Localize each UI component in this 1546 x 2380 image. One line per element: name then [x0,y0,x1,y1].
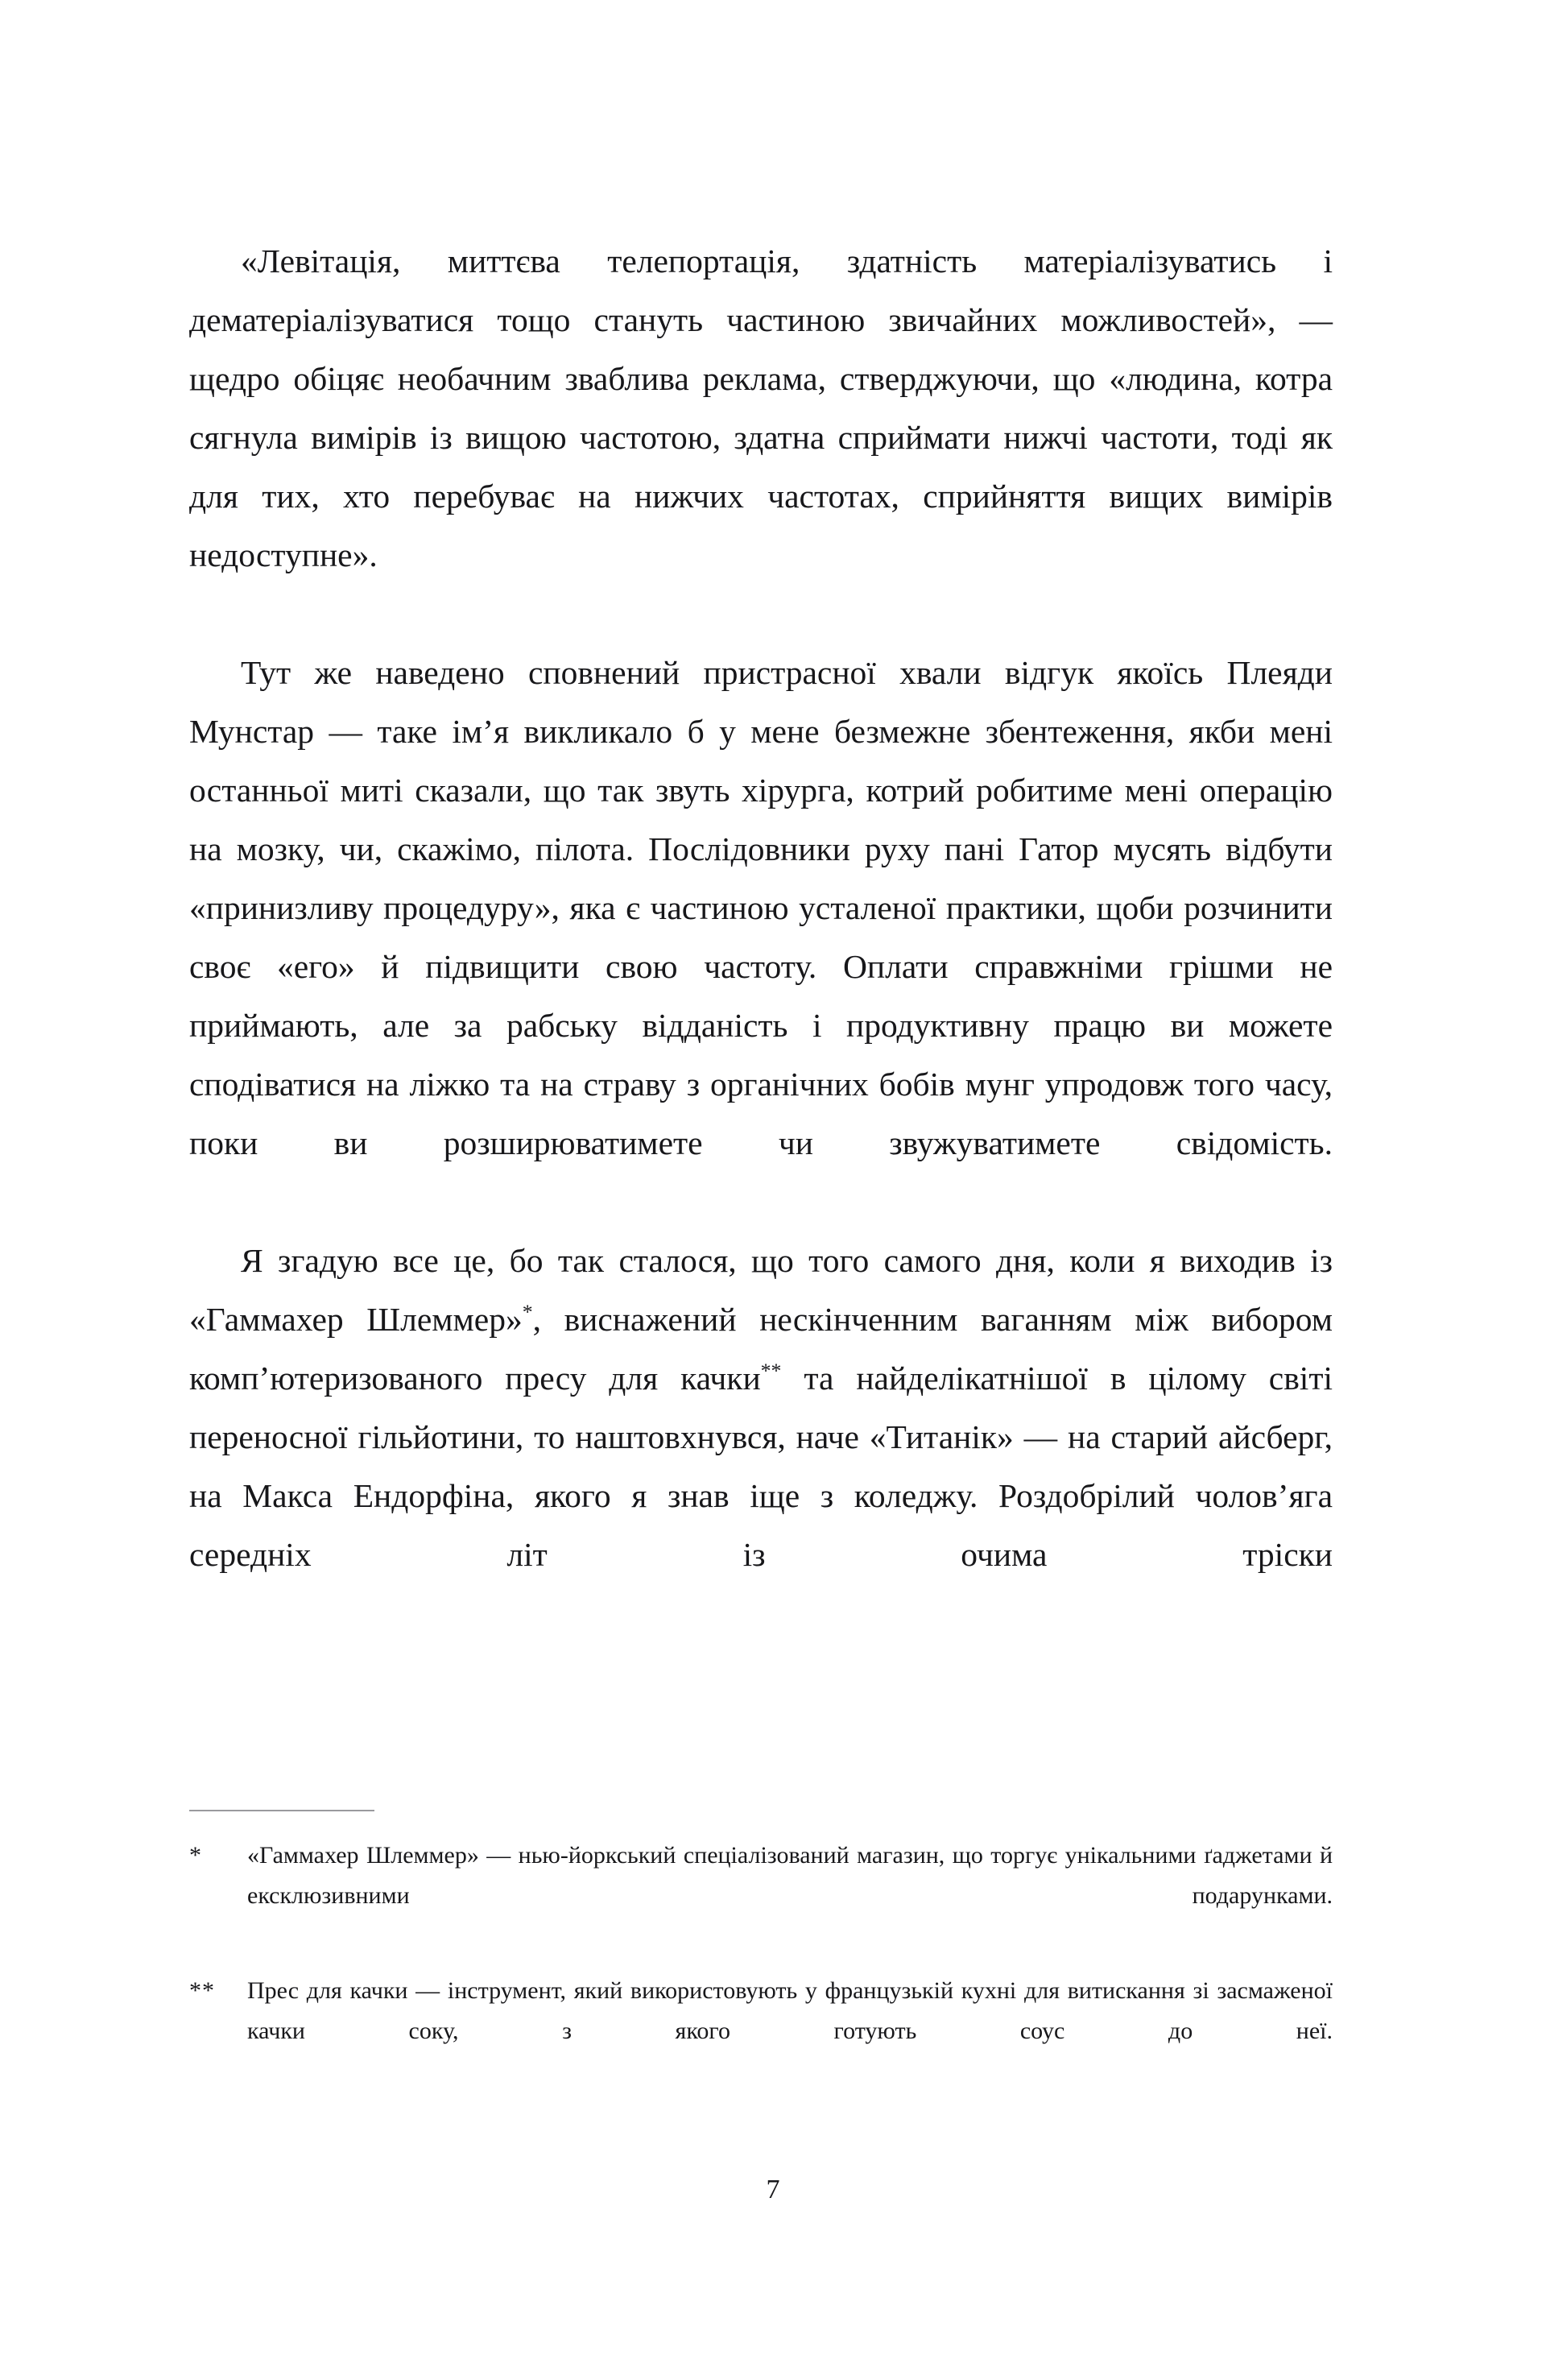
footnote-reference-1[interactable]: * [522,1300,533,1324]
footnote-item [189,1836,1333,1956]
paragraph-1: «Левітація, миттєва телепортація, здатність матеріалізуватись і дематеріалізуватися тощо стануть частиною звичайних можливостей», — щедро обіцяє необачним зваблива реклама, стверджуючи, що «людина, котра сягнула вимірів із вищою частотою, здатна сприймати нижчі частоти, тоді як для тих, хто перебуває на нижчих частотах, сприйняття вищих вимірів недоступне». [189,242,1333,573]
page-body [189,232,1333,1643]
footnote-section [189,1810,1333,2106]
footnote-marker: * [189,1842,202,1869]
paragraph-2: Тут же наведено сповнений пристрасної хвали відгук якоїсь Плеяди Мунстар — таке ім’я викликало б у мене безмежне збентеження, якби мені останньої миті сказали, що так звуть хірурга, котрий робитиме мені операцію на мозку, чи, скажімо, пілота. Послідовники руху пані Гатор мусять відбути «принизливу процедуру», яка є частиною усталеної практики, щоби розчинити своє «его» й підвищити свою частоту. Оплати справжніми грішми не приймають, але за рабську відданість і продуктивну працю ви можете сподіватися на ліжко та на страву з органічних бобів мунг упродовж того часу, поки ви розширюватимете чи звужуватимете свідомість. [189,654,1333,1161]
footnote-separator-rule [189,1810,374,1811]
page-number: 7 [766,2175,780,2204]
footnote-item [189,1971,1333,2092]
paragraph-3 [189,1231,1333,1643]
footnote-reference-2[interactable]: ** [760,1359,782,1383]
paragraph-3-segment-1: Я згадую все це, бо так сталося, що того самого дня, коли я виходив із «Гаммахер Шлеммер» [189,1242,1333,1338]
footnote-marker: ** [189,1977,215,2004]
paragraph-3-segment-3: та найделікатнішої в цілому світі переносної гільйотини, то наштовхнувся, наче «Титанік» — на старий айсберг, на Макса Ендорфіна, якого я знав іще з коледжу. Роздобрілий чолов’яга середніх літ із очима тріски [189,1360,1333,1573]
paragraph-3-segment-2: , виснажений нескінченним ваганням між вибором комп’ютеризованого пресу для качки [189,1301,1333,1397]
footnote-text: Прес для качки — інструмент, який використовують у французькій кухні для витискання зі засмаженої качки соку, з якого готують соус до неї. [247,1977,1333,2044]
footnote-text: «Гаммахер Шлеммер» — нью-йоркський спеціалізований магазин, що торгує унікальними ґаджетами й ексклюзивними подарунками. [247,1842,1333,1909]
